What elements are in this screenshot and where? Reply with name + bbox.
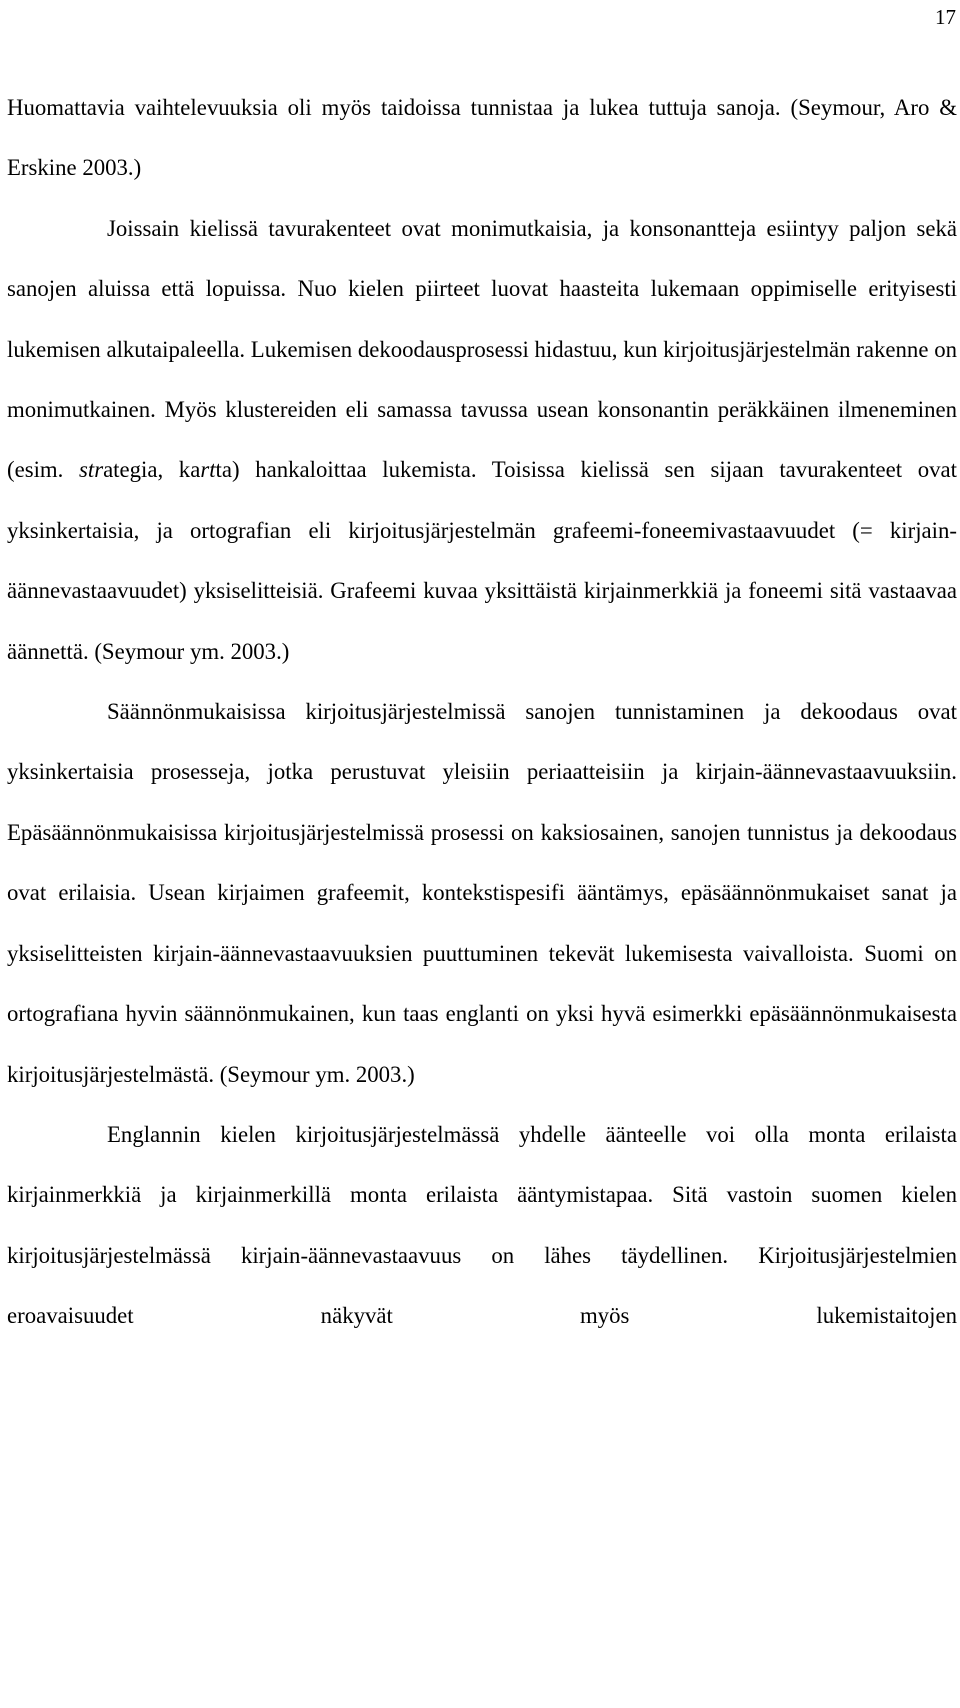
page-number: 17 xyxy=(935,5,956,29)
paragraph-4: Englannin kielen kirjoitusjärjestelmässä yhdelle äänteelle voi olla monta erilaista kirjainmerkkiä ja kirjainmerkillä monta erilaista ääntymistapaa. Sitä vastoin suomen kielen kirjoitusjärjestelmässä kirjain-äännevastaavuus on lähes täydellinen. Kirjoitusjärjestelmien eroavaisuudet näkyvät myös lukemistaitojen xyxy=(7,1121,957,1329)
body-text xyxy=(7,78,957,1347)
paragraph-2 xyxy=(7,199,957,682)
paragraph-2-text-end: ) hankaloittaa lukemista. Toisissa kielissä sen sijaan tavurakenteet ovat yksinkertaisia, ja ortografian eli kirjoitusjärjestelmän grafeemi-foneemivastaavuudet (= kirjain-äännevastaavuudet) yksiselitteisiä. Grafeemi kuvaa yksittäistä kirjainmerkkiä ja foneemi sitä vastaavaa äännettä. (Seymour ym. 2003.) xyxy=(7,457,958,664)
example-strategia-rest: ategia, ka xyxy=(103,457,201,483)
example-str-italic: str xyxy=(78,457,104,483)
example-rt-italic: rt xyxy=(200,457,216,483)
paragraph-2-text-start: Joissain kielissä tavurakenteet ovat monimutkaisia, ja konsonantteja esiintyy paljon sekä sanojen aluissa että lopuissa. Nuo kielen piirteet luovat haasteita lukemaan oppimiselle erityisesti lukemisen alkutaipaleella. Lukemisen dekoodausprosessi hidastuu, kun kirjoitusjärjestelmän rakenne on monimutkainen. Myös klustereiden eli samassa tavussa usean konsonantin peräkkäinen ilmeneminen (esim. xyxy=(7,215,957,483)
paragraph-1: Huomattavia vaihtelevuuksia oli myös taidoissa tunnistaa ja lukea tuttuja sanoja. (Seymour, Aro & Erskine 2003.) xyxy=(7,95,957,181)
paragraph-3: Säännönmukaisissa kirjoitusjärjestelmissä sanojen tunnistaminen ja dekoodaus ovat yksinkertaisia prosesseja, jotka perustuvat yleisiin periaatteisiin ja kirjain-äännevastaavuuksiin. Epäsäännönmukaisissa kirjoitusjärjestelmissä prosessi on kaksiosainen, sanojen tunnistus ja dekoodaus ovat erilaisia. Usean kirjaimen grafeemit, kontekstispesifi ääntämys, epäsäännönmukaiset sanat ja yksiselitteisten kirjain-äännevastaavuuksien puuttuminen tekevät lukemisesta vaivalloista. Suomi on ortografiana hyvin säännönmukainen, kun taas englanti on yksi hyvä esimerkki epäsäännönmukaisesta kirjoitusjärjestelmästä. (Seymour ym. 2003.) xyxy=(7,699,957,1087)
example-kartta-rest: ta xyxy=(215,457,232,483)
